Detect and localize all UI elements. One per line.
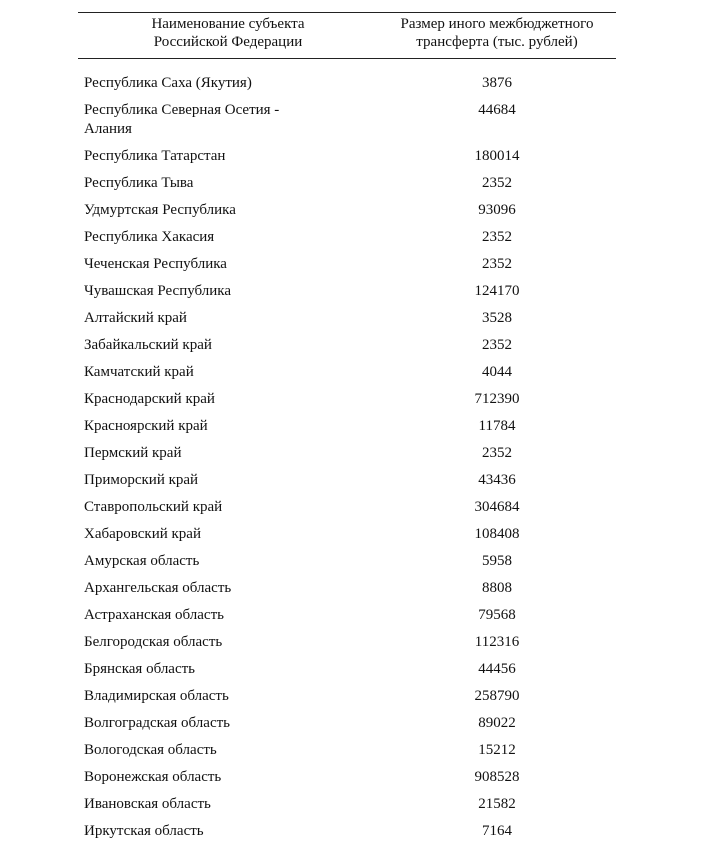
region-name-cell: Воронежская область (84, 769, 222, 785)
transfer-amount-cell: 124170 (474, 283, 520, 299)
table-row (0, 795, 720, 822)
region-name-cell: Владимирская область (84, 688, 229, 704)
column-header-amount: Размер иного межбюджетного трансферта (тыс. рублей) (400, 16, 594, 50)
table-row (0, 714, 720, 741)
region-name-cell: Астраханская область (84, 607, 224, 623)
table-body (0, 74, 720, 849)
region-name-cell: Вологодская область (84, 742, 217, 758)
table-row (0, 255, 720, 282)
transfer-amount-cell: 79568 (478, 607, 516, 623)
table-row (0, 228, 720, 255)
table-row (0, 660, 720, 687)
region-name-cell: Чувашская Республика (84, 283, 232, 299)
transfer-amount-cell: 908528 (474, 769, 520, 785)
table-row (0, 471, 720, 498)
region-name-cell: Республика Северная Осетия - Алания (84, 102, 280, 137)
region-name-cell: Республика Саха (Якутия) (84, 75, 252, 91)
transfer-amount-cell: 3876 (482, 75, 512, 91)
transfer-amount-cell: 43436 (478, 472, 516, 488)
transfer-amount-cell: 712390 (474, 391, 520, 407)
transfer-amount-cell: 2352 (482, 337, 512, 353)
region-name-cell: Алтайский край (84, 310, 187, 326)
transfer-amount-cell: 93096 (478, 202, 516, 218)
region-name-cell: Брянская область (84, 661, 196, 677)
transfer-amount-cell: 5958 (482, 553, 512, 569)
table-row (0, 74, 720, 101)
table-row (0, 444, 720, 471)
transfer-amount-cell: 180014 (474, 148, 520, 164)
transfer-amount-cell: 108408 (474, 526, 520, 542)
table-row (0, 390, 720, 417)
transfer-amount-cell: 112316 (474, 634, 520, 650)
transfer-amount-cell: 8808 (482, 580, 512, 596)
region-name-cell: Архангельская область (84, 580, 232, 596)
region-name-cell: Хабаровский край (84, 526, 201, 542)
transfer-amount-cell: 15212 (478, 742, 516, 758)
table-row (0, 525, 720, 552)
transfer-amount-cell: 304684 (474, 499, 520, 515)
transfer-amount-cell: 258790 (474, 688, 520, 704)
region-name-cell: Ивановская область (84, 796, 211, 812)
region-name-cell: Чеченская Республика (84, 256, 227, 272)
transfer-amount-cell: 2352 (482, 256, 512, 272)
region-name-cell: Забайкальский край (84, 337, 212, 353)
region-name-cell: Пермский край (84, 445, 182, 461)
region-name-cell: Приморский край (84, 472, 199, 488)
table-row (0, 201, 720, 228)
region-name-cell: Волгоградская область (84, 715, 230, 731)
transfer-amount-cell: 2352 (482, 175, 512, 191)
transfer-amount-cell: 44456 (478, 661, 516, 677)
column-header-name: Наименование субъекта Российской Федерации (151, 16, 305, 50)
table-row (0, 498, 720, 525)
table-row (0, 174, 720, 201)
table-row (0, 606, 720, 633)
region-name-cell: Республика Татарстан (84, 148, 226, 164)
transfer-amount-cell: 2352 (482, 445, 512, 461)
region-name-cell: Иркутская область (84, 823, 204, 839)
region-name-cell: Красноярский край (84, 418, 208, 434)
table-row (0, 147, 720, 174)
transfer-amount-cell: 3528 (482, 310, 512, 326)
table-row (0, 101, 720, 147)
transfer-amount-cell: 2352 (482, 229, 512, 245)
region-name-cell: Камчатский край (84, 364, 194, 380)
region-name-cell: Республика Тыва (84, 175, 194, 191)
transfer-amount-cell: 44684 (478, 102, 516, 118)
region-name-cell: Республика Хакасия (84, 229, 215, 245)
table-row (0, 363, 720, 390)
region-name-cell: Удмуртская Республика (84, 202, 236, 218)
table-top-rule (78, 12, 616, 13)
transfer-amount-cell: 11784 (478, 418, 516, 434)
table-row (0, 579, 720, 606)
table-row (0, 822, 720, 849)
table-row (0, 309, 720, 336)
table-row (0, 552, 720, 579)
transfer-amount-cell: 4044 (482, 364, 512, 380)
region-name-cell: Белгородская область (84, 634, 223, 650)
table-row (0, 741, 720, 768)
table-row (0, 768, 720, 795)
transfer-amount-cell: 89022 (478, 715, 516, 731)
region-name-cell: Краснодарский край (84, 391, 215, 407)
table-row (0, 417, 720, 444)
table-row (0, 633, 720, 660)
transfer-amount-cell: 21582 (478, 796, 516, 812)
table-row (0, 282, 720, 309)
table-row (0, 687, 720, 714)
table-row (0, 336, 720, 363)
table-header-rule (78, 58, 616, 59)
region-name-cell: Амурская область (84, 553, 200, 569)
transfer-amount-cell: 7164 (482, 823, 512, 839)
region-name-cell: Ставропольский край (84, 499, 223, 515)
